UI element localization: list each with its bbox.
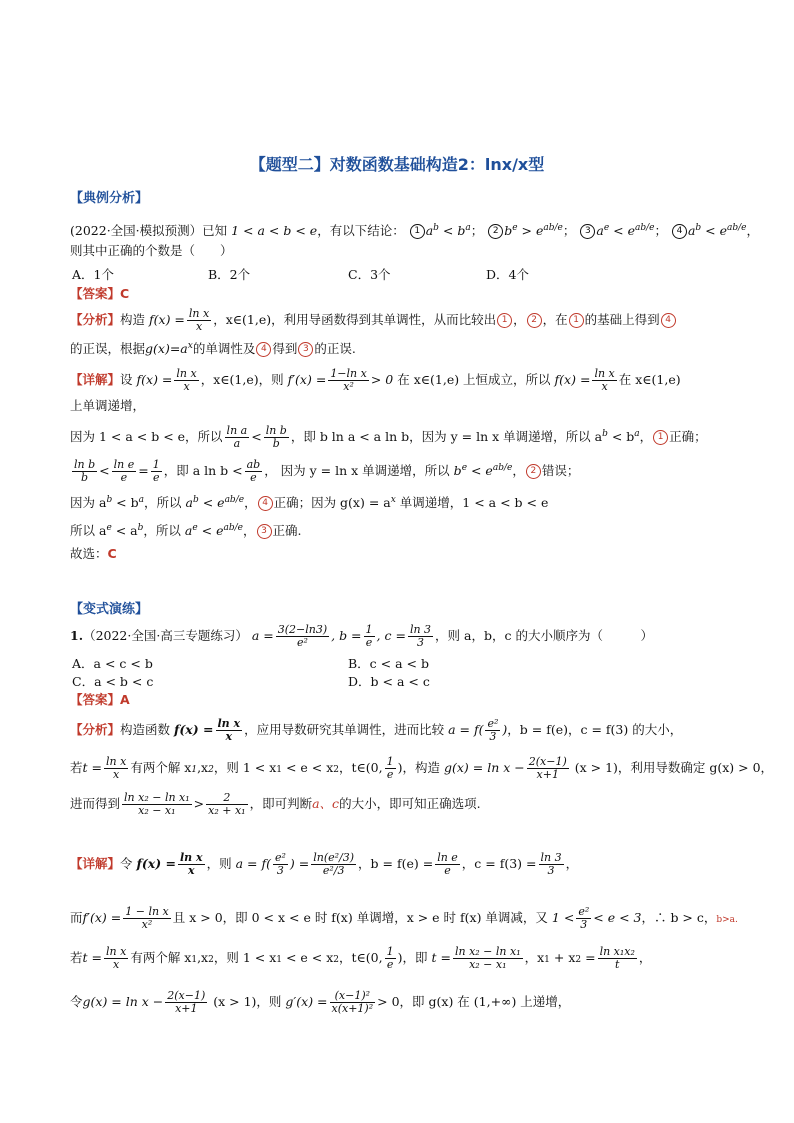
- text: ， 因为 y = ln x 单调递增，所以: [264, 463, 450, 479]
- q1-source: （2022·全国·高三专题练习）: [83, 628, 248, 643]
- example-detail-5: 因为 $a^b < b^a$，所以 $a^b < e^{ab/e}$， 4 正确；因为 $g(x) = a^x$ 单调递增，1 < a < b < e: [70, 495, 549, 511]
- text: ，即 a ln b <: [163, 463, 243, 479]
- option-a: A．1个: [72, 267, 114, 282]
- text: 所以 a: [70, 523, 107, 539]
- example-stem: (2022·全国·模拟预测）已知 1 < a < b < e，有以下结论： 1 $a^b < b^a$； 2 $b^e > e^{ab/e}$； 3 $a^e < e^{ab/e}$； 4 $a^b < e^{ab/e}$，: [70, 223, 760, 239]
- text: b>a.: [716, 915, 738, 925]
- q1-answer: [70, 690, 736, 710]
- text: ，t∈(0,: [339, 760, 383, 775]
- text: 若: [70, 760, 83, 775]
- text: ，即可判断: [249, 796, 313, 811]
- circled-4: 4: [672, 224, 687, 239]
- example-analysis-1: 【分析】构造 f(x) = $\frac{\text{ln x}}{x}$ ，x∈(1,e)，利用导函数得到其单调性，从而比较出 1 ， 2 ，在 1 的基础上得到 4: [70, 308, 736, 333]
- q1-option-c: C．a < b < c: [72, 674, 154, 689]
- option-c: C．3个: [348, 267, 391, 282]
- text: )，即: [397, 950, 428, 965]
- example-detail-1: 【详解】设 f(x) = $\frac{\text{ln x}}{x}$ ，x∈(1,e)，则 f′(x) = $\frac{\text{1−ln x}}{\text{x²}}$ > 0 在 x∈(1,e) 上恒成立，所以 f(x) = $\frac{\text{ln x}}{x}$ 在 x∈(1,e): [70, 367, 681, 393]
- text: ，x: [524, 950, 545, 965]
- text: ，则 1 < x: [213, 760, 277, 775]
- detail-tag: 【详解】: [70, 372, 121, 387]
- example-condition: 1 < a < b < e: [231, 223, 318, 239]
- q1-detail-4: 令g(x) = ln x − $\frac{2(x-1)}{x+1}$ (x > 1)，则 g′(x) = $\frac{\text{(x−1)²}}{\text{x(x+1)²}}$ > 0，即 g(x) 在 (1,+∞) 上递增，: [70, 989, 571, 1015]
- text: 有两个解 x: [130, 950, 192, 965]
- q1-analysis-3: 进而得到 $\frac{\text{ln x₂ − ln x₁}}{\text{x₂ − x₁}}$ > $\frac{2}{\text{x₂ + x₁}}$ ，即可判断a、c的大小，即可知正确选项.: [70, 791, 481, 817]
- text: < b: [112, 495, 139, 511]
- text: ，x∈(1,e)，则: [200, 372, 284, 387]
- text: ，则 a，b，c 的大小顺序为（ ）: [435, 628, 653, 643]
- circled-3: 3: [580, 224, 595, 239]
- text: ，即 b ln a < a ln b，因为 y = ln x 单调递增，所以 a: [290, 429, 603, 445]
- text: ，x∈(1,e)，利用导函数得到其单调性，从而比较出: [213, 312, 497, 327]
- text: 构造: [120, 312, 146, 327]
- text: 的基础上得到: [584, 312, 660, 327]
- example-analysis-2: 的正误，根据$g(x)=a^x$的单调性及 4 得到 3 的正误.: [70, 341, 356, 357]
- option-b: B．2个: [208, 267, 251, 282]
- section-header-example: 【典例分析】: [70, 191, 149, 206]
- example-question: 则其中正确的个数是（ ）: [70, 243, 233, 258]
- example-detail-6: 所以 $a^e < a^b$，所以 $a^e < e^{ab/e}$， 3 正确.: [70, 523, 302, 539]
- example-conclusion: [70, 544, 736, 564]
- q1-analysis-2: 若t = $\frac{\text{ln x}}{x}$ 有两个解 x1,x2，则 1 < x1 < e < x2，t∈(0, $\frac{1}{e}$ )，构造 g(x) = ln x − $\frac{2(x-1)}{x+1}$ (x > 1)，利用导数确定 g(x) > 0，: [70, 755, 774, 781]
- text: )，构造: [397, 760, 440, 775]
- text: 在 x∈(1,e) 上恒成立，所以: [397, 372, 551, 387]
- example-mid: ，有以下结论：: [317, 223, 405, 239]
- example-answer: [70, 284, 736, 304]
- q1-analysis-1: 【分析】构造函数 f(x) = $\frac{\text{ln x}}{x}$ ，应用导数研究其单调性，进而比较 a = f( $\frac{\text{e²}}{3}$ )，b = f(e)，c = f(3) 的大小，: [70, 717, 683, 743]
- text: 的正误，根据: [70, 341, 146, 357]
- answer-tag: 【答案】: [70, 286, 121, 301]
- q1-stem: 1.（2022·全国·高三专题练习） a = $\frac{3(2-\ln 3)}{\text{e²}}$ , b = $\frac{1}{e}$ , c = $\frac{\ln 3}{3}$ ，则 a，b，c 的大小顺序为（ ）: [70, 623, 653, 649]
- text: ，所以: [143, 523, 181, 539]
- circled-1: 1: [410, 224, 425, 239]
- text: 正确；因为 g(x) = a: [273, 495, 391, 511]
- text: 正确.: [272, 523, 302, 539]
- text: + x: [549, 950, 576, 965]
- answer-tag: 【答案】: [70, 692, 121, 707]
- text: 令: [70, 994, 83, 1009]
- text: 进而得到: [70, 796, 121, 811]
- text: ，则 1 < x: [213, 950, 277, 965]
- text: 的大小，即可知正确选项.: [339, 796, 481, 811]
- text: 得到: [272, 341, 298, 357]
- text: 且 x > 0，即 0 < x < e 时 f(x) 单调增，x > e 时 f(x) 单调减，又: [172, 910, 548, 925]
- text: ，c = f(3) =: [461, 856, 537, 871]
- text: 设: [120, 372, 133, 387]
- text: < b: [607, 429, 635, 445]
- text: ，则: [206, 856, 232, 871]
- q1-detail-1: 【详解】令 f(x) = $\frac{\text{ln x}}{x}$ ，则 a = f( $\frac{\text{e²}}{3}$ ) = $\frac{\text{ln(e²/3)}}{\text{e²/3}}$ ，b = f(e) = $\frac{\text{ln e}}{e}$ ，c = f(3) = $\frac{\ln 3}{3}$ ，: [70, 851, 579, 877]
- q1-option-a: A．a < c < b: [72, 656, 153, 671]
- text: ，∴ b > c，: [641, 910, 717, 925]
- analysis-tag: 【分析】: [70, 722, 121, 737]
- text: a、c: [312, 796, 340, 811]
- text: 的单调性及: [192, 341, 256, 357]
- text: 构造函数: [120, 722, 171, 737]
- detail-tag: 【详解】: [70, 856, 121, 871]
- circled-2: 2: [488, 224, 503, 239]
- text: < e < x: [281, 760, 334, 775]
- example-detail-3: 因为 1 < a < b < e，所以 $\frac{\text{ln a}}{a}$ < $\frac{\text{ln b}}{b}$ ，即 b ln a < a ln b，因为 y = ln x 单调递增，所以 $a^b < b^a$， 1 正确；: [70, 424, 707, 451]
- final-answer: C: [107, 546, 117, 561]
- example-source: (2022·全国·模拟预测）已知: [70, 223, 228, 239]
- text: ，b = f(e) =: [358, 856, 434, 871]
- text: 错误；: [541, 463, 580, 479]
- text: (x > 1)，利用导数确定 g(x) > 0，: [570, 760, 774, 775]
- q1-option-b: B．c < a < b: [348, 656, 429, 671]
- section-header-variant: 【变式演练】: [70, 602, 149, 617]
- text: 故选：: [70, 546, 108, 561]
- text: 单调递增，1 < a < b < e: [395, 495, 549, 511]
- text: ，b = f(e)，c = f(3) 的大小，: [507, 722, 683, 737]
- answer-value: C: [120, 286, 130, 301]
- text: 的正误.: [314, 341, 356, 357]
- text: ，所以: [144, 495, 182, 511]
- text: ，t∈(0,: [339, 950, 383, 965]
- text: < e < x: [281, 950, 334, 965]
- option-d: D．4个: [486, 267, 529, 282]
- text: 在 x∈(1,e): [618, 372, 681, 387]
- analysis-tag: 【分析】: [70, 312, 121, 327]
- q1-answer-value: A: [120, 692, 130, 707]
- q1-number: 1.: [70, 628, 84, 643]
- page-title: 【题型二】对数函数基础构造2：lnx/x型: [249, 155, 545, 174]
- text: < a: [111, 523, 138, 539]
- text: 若: [70, 950, 83, 965]
- q1-detail-3: 若t = $\frac{\text{ln x}}{x}$ 有两个解 x1,x2，则 1 < x1 < e < x2，t∈(0, $\frac{1}{e}$ )，即 t = $\frac{\text{ln x₂ − ln x₁}}{\text{x₂ − x₁}}$ ，x1 + x2 = $\frac{\text{ln x₁x₂}}{t}$ ，: [70, 945, 652, 971]
- text: 而: [70, 910, 83, 925]
- example-detail-4: $\frac{\text{ln b}}{b}$ < $\frac{\text{ln e}}{e}$ = $\frac{1}{e}$ ，即 a ln b < $\frac{ab}{e}$ ， 因为 y = ln x 单调递增，所以 $b^e < e^{ab/e}$， 2 错误；: [74, 458, 580, 485]
- q1-detail-2: 而f′(x) = $\frac{\text{1 − ln x}}{\text{x²}}$ 且 x > 0，即 0 < x < e 时 f(x) 单调增，x > e 时 f(x) 单调减，又 1 < $\frac{\text{e²}}{3}$ < e < 3，∴ b > c，b>a.: [70, 905, 738, 931]
- text: ，应用导数研究其单调性，进而比较: [244, 722, 445, 737]
- text: 因为 1 < a < b < e，所以: [70, 429, 223, 445]
- text: g(x)=a: [145, 341, 188, 357]
- q1-option-d: D．b < a < c: [348, 674, 430, 689]
- text: 正确；: [669, 429, 707, 445]
- text: ，在: [542, 312, 568, 327]
- text: 令: [120, 856, 133, 871]
- text: (x > 1)，则: [209, 994, 282, 1009]
- text: 因为 a: [70, 495, 107, 511]
- text: 有两个解 x: [130, 760, 192, 775]
- example-detail-2: 上单调递增，: [70, 398, 146, 413]
- text: =: [581, 950, 596, 965]
- text: > 0，即 g(x) 在 (1,+∞) 上递增，: [377, 994, 571, 1009]
